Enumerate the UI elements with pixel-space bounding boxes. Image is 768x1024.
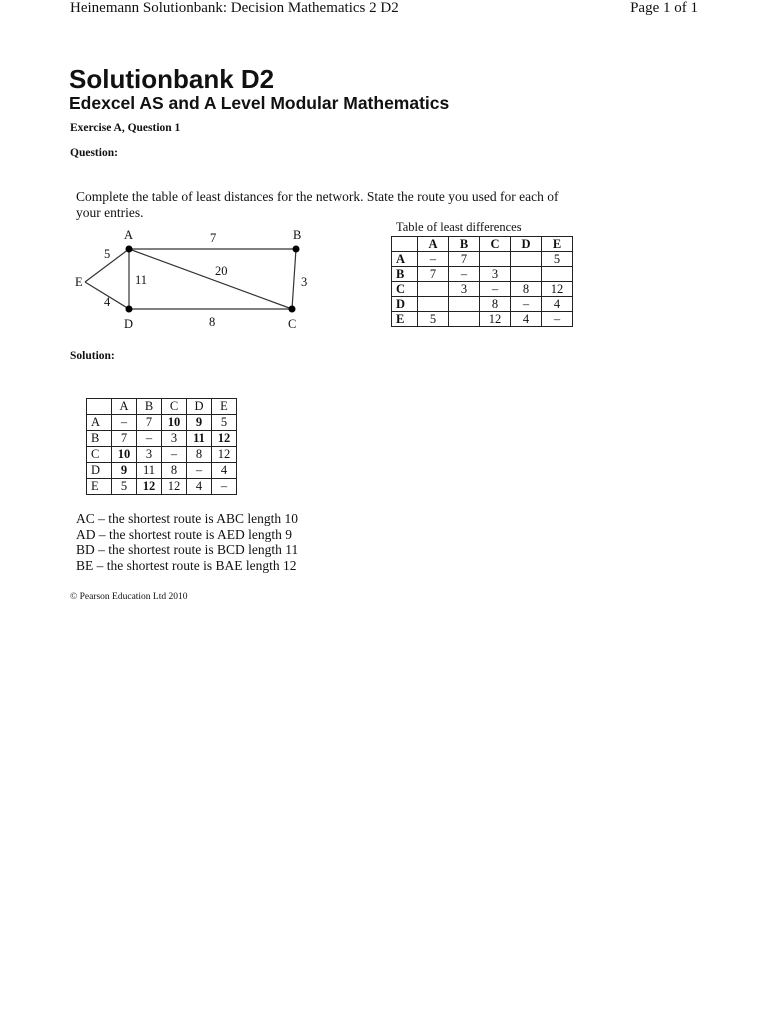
table-cell: 3 [449,282,480,297]
solution-label: Solution: [70,350,115,362]
row-header: B [392,267,418,282]
exercise-label: Exercise A, Question 1 [70,122,181,134]
row-header: D [392,297,418,312]
table-cell: 4 [511,312,542,327]
table-row [392,312,573,327]
table-cell: 7 [418,267,449,282]
column-header: B [137,399,162,415]
column-header: A [112,399,137,415]
column-header: A [418,237,449,252]
answer-line: AC – the shortest route is ABC length 10 [76,511,298,526]
node-label-A: A [124,228,134,242]
table-row [87,447,237,463]
table-cell: 9 [112,463,137,479]
table-cell [511,267,542,282]
table-row [392,282,573,297]
table-cell: 5 [418,312,449,327]
table-cell: 7 [449,252,480,267]
table-cell: 8 [480,297,511,312]
header-title: Heinemann Solutionbank: Decision Mathematics 2 D2 [70,0,399,16]
question-text: Complete the table of least distances for the network. State the route you used for each of your entries. [76,189,559,220]
column-header: D [511,237,542,252]
table-cell: – [511,297,542,312]
table-row [87,415,237,431]
node-B [293,246,300,253]
table-row [392,252,573,267]
table-cell [418,297,449,312]
table-cell: – [480,282,511,297]
table-cell [449,297,480,312]
row-header: E [392,312,418,327]
question-label: Question: [70,147,118,159]
row-header: B [87,431,112,447]
node-C [289,306,296,313]
row-header: C [87,447,112,463]
table-cell [511,252,542,267]
table-row [87,463,237,479]
table-cell: 7 [112,431,137,447]
table-cell: 9 [187,415,212,431]
table-cell: – [187,463,212,479]
column-header: C [480,237,511,252]
table-cell: 12 [212,431,237,447]
node-A [126,246,133,253]
corner-cell [87,399,112,415]
page-number: Page 1 of 1 [630,0,698,16]
corner-cell [392,237,418,252]
page-subtitle: Edexcel AS and A Level Modular Mathematics [69,93,450,113]
table-cell: 12 [480,312,511,327]
answer-line: BE – the shortest route is BAE length 12 [76,557,297,573]
table-header-row [392,237,573,252]
table-cell: 12 [542,282,573,297]
table-cell: 11 [187,431,212,447]
node-label-E: E [75,275,83,289]
table-header-row [87,399,237,415]
table-cell: 3 [137,447,162,463]
table-row [392,267,573,282]
table-row [392,297,573,312]
table-cell: – [137,431,162,447]
column-header: E [542,237,573,252]
table-cell: – [542,312,573,327]
answer-list [76,511,298,573]
table-cell: 8 [511,282,542,297]
table-cell: 10 [112,447,137,463]
edge-weight-A-D: 11 [135,273,148,287]
edge-weight-E-A: 5 [104,247,111,261]
column-header: D [187,399,212,415]
table-cell: – [418,252,449,267]
solution-table [86,398,237,495]
table-cell: 12 [137,479,162,495]
node-D [126,306,133,313]
row-header: A [87,415,112,431]
column-header: E [212,399,237,415]
table-cell: – [212,479,237,495]
edge-B-C [292,249,296,309]
node-label-B: B [293,228,302,242]
edge-weight-A-B: 7 [210,231,217,245]
table-cell: 12 [212,447,237,463]
least-distances-table [391,236,573,327]
row-header: E [87,479,112,495]
table-cell: 3 [162,431,187,447]
table-cell [449,312,480,327]
table-cell: 4 [187,479,212,495]
table-cell: 3 [480,267,511,282]
table-cell: 12 [162,479,187,495]
node-label-C: C [288,317,297,331]
table-cell: 7 [137,415,162,431]
table-cell: 4 [542,297,573,312]
row-header: C [392,282,418,297]
table-cell: – [449,267,480,282]
table-cell: 5 [212,415,237,431]
copyright-notice: © Pearson Education Ltd 2010 [70,592,188,602]
answer-line: AD – the shortest route is AED length 9 [76,526,292,542]
edge-A-C [129,249,292,309]
table-cell: 10 [162,415,187,431]
row-header: D [87,463,112,479]
table-cell: 8 [187,447,212,463]
network-diagram [70,225,320,335]
row-header: A [392,252,418,267]
edge-weight-A-C: 20 [215,264,228,278]
table-cell: 8 [162,463,187,479]
column-header: B [449,237,480,252]
column-header: C [162,399,187,415]
table-cell: 4 [212,463,237,479]
table-caption: Table of least differences [396,220,522,234]
edge-weight-E-D: 4 [104,295,111,309]
table-row [87,479,237,495]
node-label-D: D [124,317,134,331]
table-row [87,431,237,447]
table-cell: 11 [137,463,162,479]
table-cell [418,282,449,297]
answer-line: BD – the shortest route is BCD length 11 [76,542,299,557]
table-cell: 5 [542,252,573,267]
table-cell: 5 [112,479,137,495]
page-title: Solutionbank D2 [69,64,275,94]
table-cell: – [162,447,187,463]
table-cell: – [112,415,137,431]
table-cell [542,267,573,282]
edge-weight-B-C: 3 [301,275,308,289]
table-cell [480,252,511,267]
edge-weight-D-C: 8 [209,315,216,329]
